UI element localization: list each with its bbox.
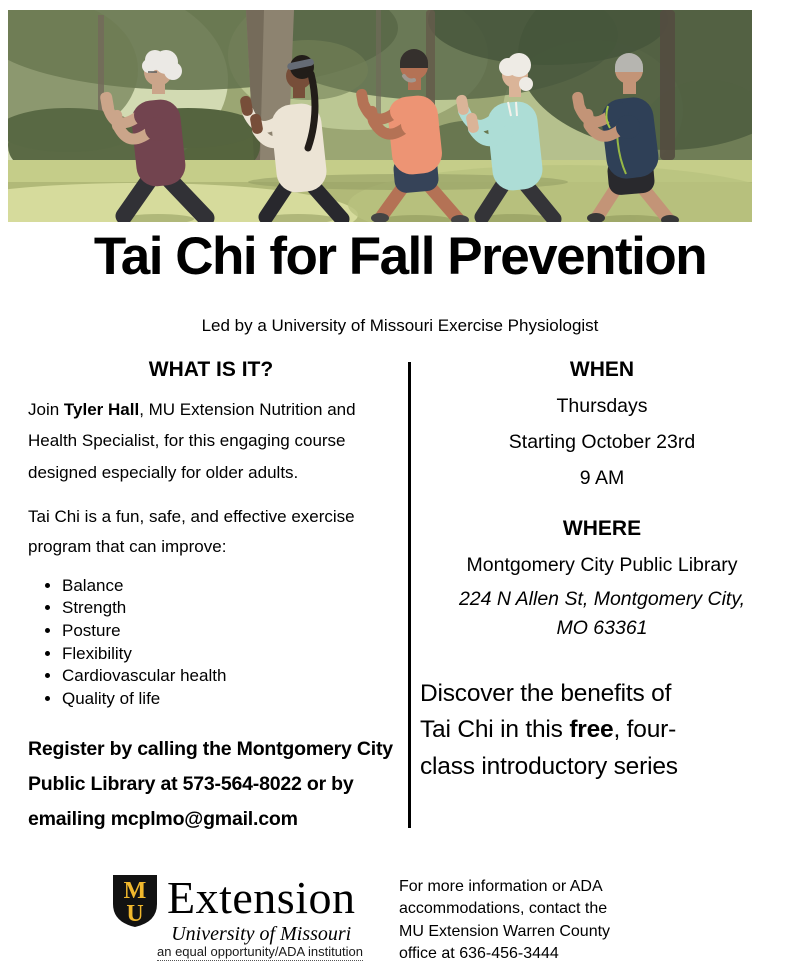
benefit-item: • Cardiovascular health (62, 665, 394, 688)
tai-chi-photo (8, 10, 752, 222)
when-heading: WHEN (569, 358, 635, 381)
free-emphasis: free (569, 716, 614, 744)
university-of-missouri: University of Missouri (171, 923, 352, 946)
intro-text-pre: Join (28, 400, 64, 419)
discover-line (420, 712, 784, 749)
intro-paragraph (28, 394, 394, 488)
when-line: Thursdays (556, 395, 648, 417)
what-heading: WHAT IS IT? (148, 358, 274, 381)
instructor-name: Tyler Hall (63, 400, 140, 419)
venue-address (420, 585, 784, 644)
tai-chi-photo-scene (8, 10, 752, 222)
logo-wordmark-block (167, 874, 355, 946)
contact-line: For more information or ADA (399, 878, 603, 895)
page-title: Tai Chi for Fall Prevention (93, 227, 707, 286)
benefits-lead: Tai Chi is a fun, safe, and effective exercise program that can improve: (28, 507, 355, 556)
discover-line: class introductory series (420, 753, 678, 780)
what-section (28, 358, 394, 837)
discover-line2-post: , four- (613, 716, 677, 744)
mu-monogram-u: U (126, 901, 144, 927)
contact-line: office at 636-456-3444 (399, 945, 559, 963)
when-line: 9 AM (579, 467, 625, 489)
ada-tagline: an equal opportunity/ADA institution (157, 944, 363, 959)
benefit-item: • Balance (62, 575, 394, 598)
contact-line: MU Extension Warren County (399, 922, 611, 940)
when-line: Starting October 23rd (508, 431, 696, 453)
where-heading: WHERE (562, 517, 642, 540)
when-where-section (420, 358, 784, 786)
mu-shield-icon (112, 874, 158, 928)
page-subtitle: Led by a University of Missouri Exercise Physiologist (201, 316, 599, 335)
mu-monogram-m: M (123, 878, 147, 904)
column-divider (408, 362, 411, 828)
discover-text (420, 676, 784, 786)
mu-extension-logo (112, 874, 355, 946)
benefit-item: • Strength (62, 597, 394, 620)
contact-info (399, 876, 610, 966)
benefit-item: • Posture (62, 620, 394, 643)
benefit-item: • Quality of life (62, 688, 394, 711)
discover-line: Discover the benefits of (420, 679, 672, 707)
benefit-item: • Flexibility (62, 643, 394, 666)
venue-address-line: MO 63361 (556, 617, 648, 640)
venue-address-line: 224 N Allen St, Montgomery City, (458, 588, 746, 610)
benefits-list (28, 575, 394, 711)
extension-wordmark: Extension (167, 872, 356, 923)
contact-line: accommodations, contact the (399, 900, 608, 918)
intro-text-post: , MU Extension Nutrition and Health Specialist, for this engaging course designed especially for older adults. (28, 400, 356, 482)
discover-line2-pre: Tai Chi in this (420, 716, 570, 744)
register-text: Register by calling the Montgomery City Public Library at 573-564-8022 or by emailing mcplmo@gmail.com (28, 738, 393, 830)
venue-name: Montgomery City Public Library (466, 554, 738, 576)
